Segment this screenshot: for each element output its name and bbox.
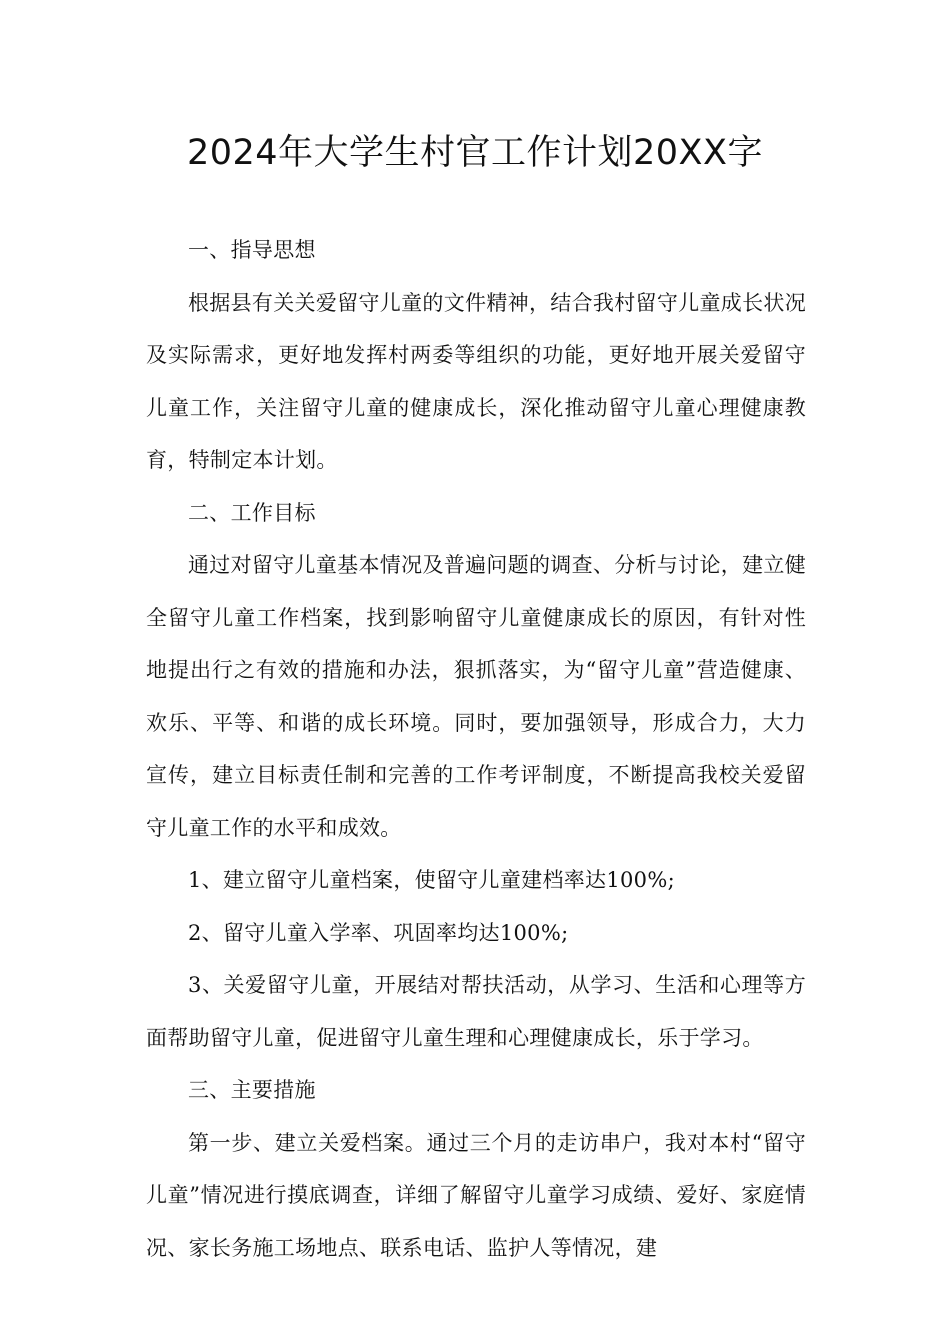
document-title: 2024年大学生村官工作计划20XX字: [186, 133, 764, 173]
section-heading-guiding-ideology: 一、指导思想: [188, 238, 316, 262]
document-body: [146, 224, 806, 1274]
goal-item-3: 3、关爱留守儿童，开展结对帮扶活动，从学习、生活和心理等方面帮助留守儿童，促进留守儿童生理和心理健康成长，乐于学习。: [146, 973, 806, 1050]
paragraph-work-goals: 通过对留守儿童基本情况及普遍问题的调查、分析与讨论，建立健全留守儿童工作档案，找到影响留守儿童健康成长的原因，有针对性地提出行之有效的措施和办法，狠抓落实，为“留守儿童”营造健康、欢乐、平等、和谐的成长环境。同时，要加强领导，形成合力，大力宣传，建立目标责任制和完善的工作考评制度，不断提高我校关爱留守儿童工作的水平和成效。: [146, 553, 806, 840]
goal-item-2: 2、留守儿童入学率、巩固率均达100%;: [188, 920, 569, 945]
section-heading-work-goals: 二、工作目标: [188, 500, 316, 525]
paragraph-step-one: 第一步、建立关爱档案。通过三个月的走访串户，我对本村“留守儿童”情况进行摸底调查，详细了解留守儿童学习成绩、爱好、家庭情况、家长务施工场地点、联系电话、监护人等情况，建: [146, 1130, 806, 1260]
paragraph-guiding-ideology: 根据县有关关爱留守儿童的文件精神，结合我村留守儿童成长状况及实际需求，更好地发挥村两委等组织的功能，更好地开展关爱留守儿童工作，关注留守儿童的健康成长，深化推动留守儿童心理健康教育，特制定本计划。: [146, 290, 806, 472]
goal-item-1: 1、建立留守儿童档案，使留守儿童建档率达100%;: [188, 868, 675, 892]
section-heading-main-measures: 三、主要措施: [188, 1078, 316, 1102]
